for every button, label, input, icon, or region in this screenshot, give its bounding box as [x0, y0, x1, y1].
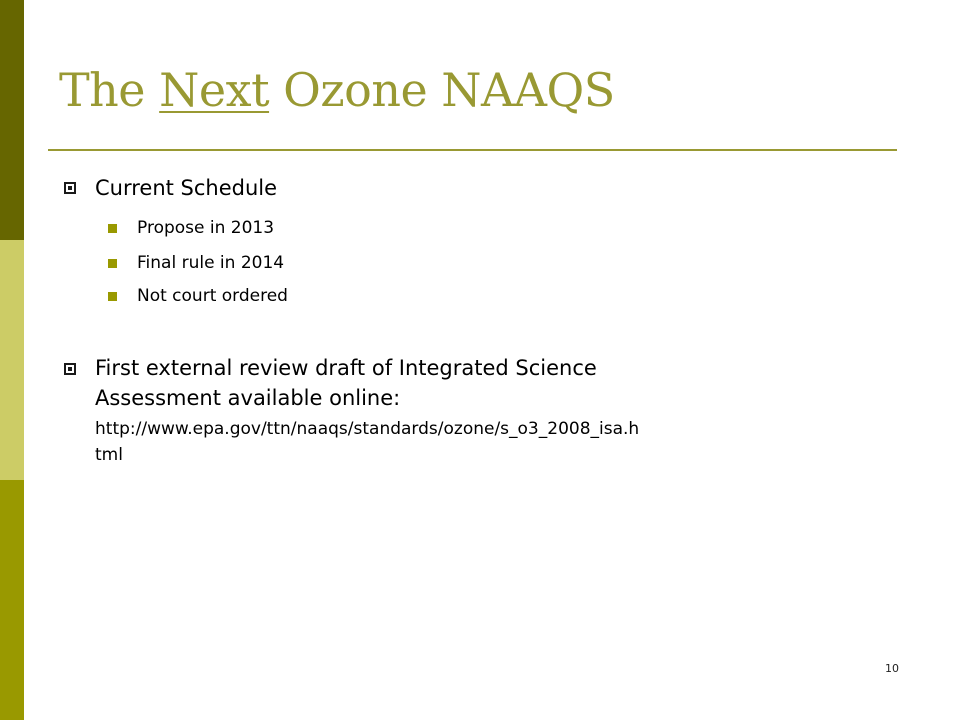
- sub-bullet-icon: [108, 259, 117, 268]
- sub-bullet-final-rule: Final rule in 2014: [137, 253, 285, 273]
- square-bullet-icon: [64, 182, 76, 194]
- bullet-isa-line2: Assessment available online:: [95, 386, 401, 410]
- page-number: 10: [885, 662, 899, 675]
- sub-bullet-icon: [108, 292, 117, 301]
- title-suffix: Ozone NAAQS: [269, 63, 615, 117]
- title-underlined-word: Next: [159, 63, 270, 117]
- sub-bullet-icon: [108, 224, 117, 233]
- sub-bullet-not-court-ordered: Not court ordered: [137, 286, 288, 306]
- square-bullet-icon: [64, 363, 76, 375]
- sub-bullet-propose: Propose in 2013: [137, 218, 275, 238]
- slide-title: [59, 62, 615, 118]
- sidebar-band-middle: [0, 240, 24, 480]
- bullet-isa-line1: First external review draft of Integrated Science: [95, 356, 597, 380]
- isa-url-line1[interactable]: http://www.epa.gov/ttn/naaqs/standards/ozone/s_o3_2008_isa.h: [95, 419, 640, 439]
- sidebar-band-bottom: [0, 480, 24, 720]
- title-divider: [48, 149, 897, 151]
- isa-url-line2[interactable]: tml: [95, 445, 123, 465]
- bullet-current-schedule: Current Schedule: [95, 176, 278, 200]
- sidebar-band-top: [0, 0, 24, 240]
- title-prefix: The: [59, 63, 160, 117]
